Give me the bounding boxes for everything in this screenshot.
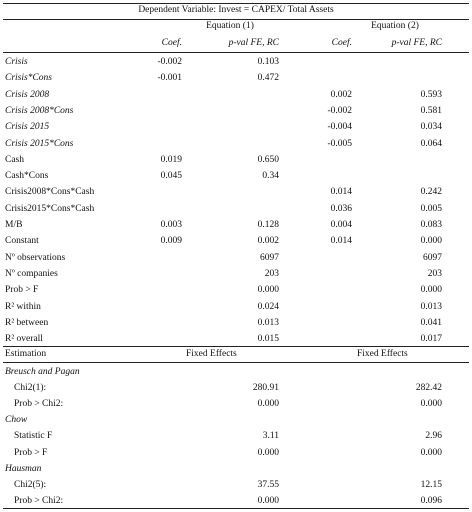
coef-header-eq1: Coef. — [161, 38, 182, 48]
row-label: R² between — [5, 317, 49, 328]
table-row — [0, 152, 472, 168]
row-label: Crisis — [5, 57, 28, 67]
cell-c4: 0.593 — [420, 89, 442, 100]
cell-c4: 0.034 — [420, 122, 442, 133]
cell-c2: 0.000 — [257, 285, 279, 296]
cell-c4: 0.064 — [420, 138, 442, 149]
coef-header-eq2: Coef. — [331, 38, 352, 48]
test-row — [0, 364, 472, 380]
test-row — [0, 380, 472, 396]
cell-c4: 0.581 — [420, 105, 442, 116]
cell-c4: 0.083 — [420, 220, 442, 230]
test-row — [0, 428, 472, 444]
test-value-eq2: 0.000 — [420, 399, 442, 410]
test-row — [0, 461, 472, 477]
estimation-eq1: Fixed Effects — [186, 349, 237, 359]
cell-c4: 0.000 — [420, 285, 442, 296]
cell-c3: -0.002 — [327, 105, 352, 116]
cell-c4: 6097 — [423, 252, 442, 263]
title-rule — [3, 19, 469, 20]
row-label: Prob > F — [5, 285, 39, 296]
test-label: Prob > Chi2: — [14, 399, 64, 410]
row-label: Crisis2015*Cons*Cash — [5, 203, 95, 214]
row-label: Cash — [5, 154, 24, 165]
pval-header-eq2: p-val FE, RC — [391, 38, 442, 48]
table-row — [0, 266, 472, 282]
test-value-eq1: 3.11 — [262, 431, 279, 442]
table-row — [0, 87, 472, 103]
table-row — [0, 315, 472, 331]
cell-c3: -0.004 — [327, 122, 352, 133]
table-row — [0, 184, 472, 200]
cell-c4: 0.013 — [420, 301, 442, 312]
row-label: Cash*Cons — [5, 171, 49, 182]
cell-c3: 0.014 — [330, 187, 352, 198]
cell-c2: 6097 — [260, 252, 279, 263]
table-row — [0, 54, 472, 70]
row-label: Constant — [5, 236, 39, 247]
row-label: Crisis 2008 — [5, 89, 50, 100]
test-row — [0, 493, 472, 509]
test-label: Chi2(5): — [14, 479, 47, 490]
table-row — [0, 250, 472, 266]
cell-c4: 0.005 — [420, 203, 442, 214]
equation-1-header: Equation (1) — [206, 21, 254, 31]
table-row — [0, 282, 472, 298]
table-bottom-rule — [3, 508, 469, 509]
row-label: Nº observations — [5, 252, 66, 263]
cell-c4: 0.000 — [420, 236, 442, 247]
test-value-eq2: 12.15 — [420, 479, 442, 490]
cell-c2: 0.472 — [257, 73, 279, 84]
column-subheader-row — [0, 35, 472, 51]
header-rule — [3, 52, 469, 53]
table-row — [0, 217, 472, 233]
cell-c2: 0.013 — [257, 317, 279, 328]
test-value-eq2: 282.42 — [415, 383, 442, 394]
row-label: R² overall — [5, 334, 43, 345]
cell-c3: 0.036 — [330, 203, 352, 214]
test-label: Prob > Chi2: — [14, 495, 64, 506]
row-label: M/B — [5, 220, 23, 230]
cell-c1: 0.045 — [160, 171, 182, 182]
cell-c2: 203 — [264, 268, 279, 279]
cell-c3: -0.005 — [327, 138, 352, 149]
table-row — [0, 136, 472, 152]
test-value-eq1: 37.55 — [257, 479, 279, 490]
estimation-eq2: Fixed Effects — [357, 349, 408, 359]
cell-c4: 0.242 — [420, 187, 442, 198]
table-row — [0, 119, 472, 135]
test-value-eq1: 0.000 — [257, 399, 279, 410]
test-label: Breusch and Pagan — [5, 367, 80, 377]
test-value-eq2: 0.096 — [420, 495, 442, 506]
test-label: Hausman — [5, 463, 42, 474]
cell-c2: 0.34 — [262, 171, 279, 182]
cell-c2: 0.128 — [257, 220, 279, 230]
cell-c2: 0.002 — [257, 236, 279, 247]
cell-c2: 0.024 — [257, 301, 279, 312]
cell-c3: 0.014 — [330, 236, 352, 247]
test-row — [0, 412, 472, 428]
row-label: Crisis*Cons — [5, 73, 52, 84]
test-label: Chow — [5, 415, 28, 426]
test-value-eq2: 0.000 — [420, 447, 442, 458]
pval-header-eq1: p-val FE, RC — [228, 38, 279, 48]
test-label: Chi2(1): — [14, 383, 47, 394]
test-label: Statistic F — [14, 431, 53, 442]
row-label: Crisis 2015*Cons — [5, 138, 74, 149]
row-label: Crisis 2015 — [5, 122, 50, 133]
test-value-eq1: 280.91 — [252, 383, 279, 394]
test-value-eq2: 2.96 — [425, 431, 442, 442]
cell-c1: -0.002 — [157, 57, 182, 67]
test-value-eq1: 0.000 — [257, 495, 279, 506]
table-row — [0, 331, 472, 347]
table-row — [0, 168, 472, 184]
table-title: Dependent Variable: Invest = CAPEX/ Total Assets — [138, 5, 334, 15]
table-top-rule — [3, 3, 469, 4]
estimation-bottom-rule — [3, 362, 469, 363]
table-row — [0, 233, 472, 249]
test-label: Prob > F — [14, 447, 48, 458]
table-row — [0, 103, 472, 119]
cell-c1: -0.001 — [157, 73, 182, 84]
test-row — [0, 445, 472, 461]
cell-c3: 0.002 — [330, 89, 352, 100]
cell-c1: 0.019 — [160, 154, 182, 165]
table-row — [0, 299, 472, 315]
test-value-eq1: 0.000 — [257, 447, 279, 458]
cell-c4: 0.017 — [420, 334, 442, 345]
cell-c1: 0.003 — [160, 220, 182, 230]
row-label: R² within — [5, 301, 41, 312]
table-row — [0, 70, 472, 86]
row-label: Crisis2008*Cons*Cash — [5, 187, 95, 198]
cell-c1: 0.009 — [160, 236, 182, 247]
cell-c3: 0.004 — [330, 220, 352, 230]
test-row — [0, 477, 472, 493]
row-label: Nº companies — [5, 268, 58, 279]
cell-c4: 203 — [427, 268, 442, 279]
cell-c4: 0.041 — [420, 317, 442, 328]
estimation-label: Estimation — [5, 349, 47, 359]
cell-c2: 0.650 — [257, 154, 279, 165]
test-row — [0, 396, 472, 412]
cell-c2: 0.103 — [257, 57, 279, 67]
equation-2-header: Equation (2) — [371, 21, 419, 31]
table-row — [0, 201, 472, 217]
cell-c2: 0.015 — [257, 334, 279, 345]
row-label: Crisis 2008*Cons — [5, 105, 74, 116]
estimation-row — [0, 346, 472, 362]
